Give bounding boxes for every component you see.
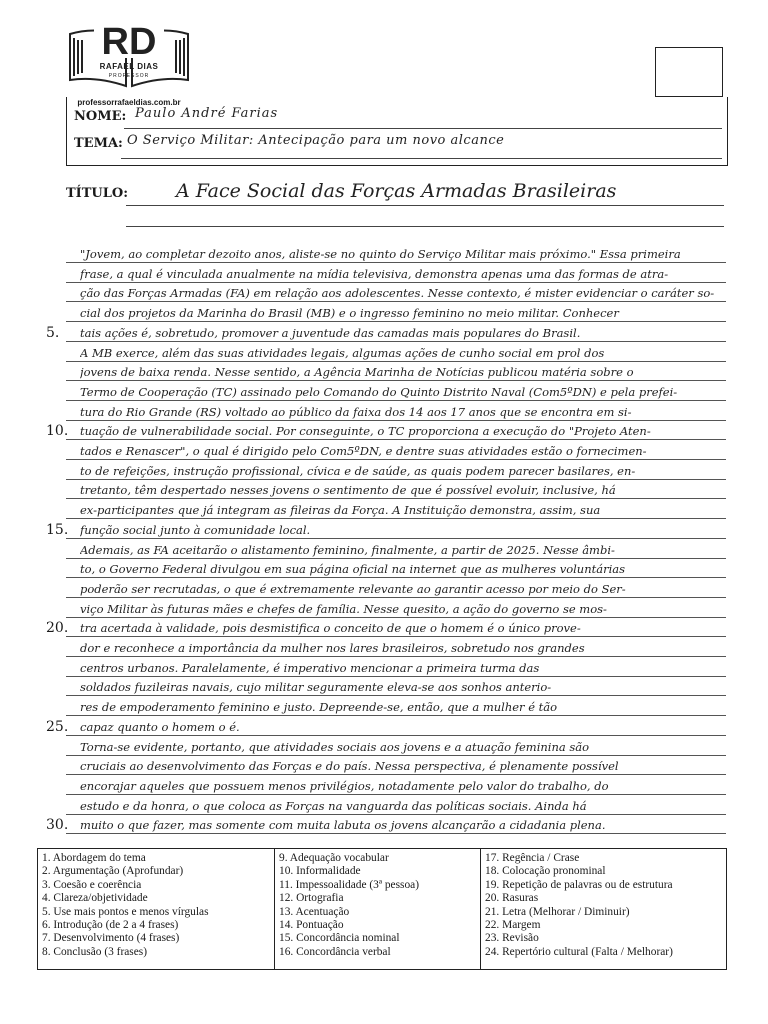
essay-line: cial dos projetos da Marinha do Brasil (MB) e o ingresso feminino no meio militar. Conhecer — [80, 306, 619, 321]
nome-value: Paulo André Farias — [135, 106, 279, 121]
essay-line: Ademais, as FA aceitarão o alistamento feminino, finalmente, a partir de 2025. Nesse âmbi- — [80, 542, 615, 557]
criteria-item: 15. Concordância nominal — [279, 932, 400, 945]
titulo-line — [126, 226, 724, 227]
essay-line: Torna-se evidente, portanto, que atividades sociais aos jovens e a atuação feminina são — [80, 739, 590, 754]
logo-letters: RD — [101, 21, 157, 63]
tema-line — [121, 158, 722, 159]
nome-label: NOME: — [74, 109, 127, 124]
ruled-line — [66, 833, 726, 834]
criteria-item: 22. Margem — [485, 919, 541, 932]
essay-line: soldados fuzileiras navais, cujo militar seguramente eleva-se aos sonhos anterio- — [80, 680, 552, 695]
criteria-item: 4. Clareza/objetividade — [42, 892, 148, 905]
essay-line: muito o que fazer, mas somente com muita labuta os jovens alcançarão a cidadania plena. — [80, 818, 606, 833]
criteria-item: 10. Informalidade — [279, 865, 361, 878]
brand-name: RAFAEL DIAS — [99, 62, 159, 71]
line-number: 15. — [46, 521, 69, 538]
tema-value: O Serviço Militar: Antecipação para um novo alcance — [127, 133, 505, 148]
grade-box — [655, 47, 723, 97]
essay-line: frase, a qual é vinculada anualmente na mídia televisiva, demonstra apenas uma das formas de atra- — [80, 266, 669, 281]
essay-line: centros urbanos. Paralelamente, é imperativo mencionar a primeira turma das — [80, 660, 540, 675]
criteria-item: 13. Acentuação — [279, 905, 350, 918]
essay-line: encorajar aqueles que possuem menos privilégios, notadamente pelo valor do trabalho, do — [80, 778, 609, 793]
criteria-table — [37, 848, 727, 970]
essay-line: to, o Governo Federal divulgou em sua página oficial na internet que as mulheres voluntárias — [80, 562, 626, 577]
essay-line: ção das Forças Armadas (FA) em relação aos adolescentes. Nesse contexto, é mister evidenciar o caráter so- — [80, 286, 715, 301]
essay-line: função social junto à comunidade local. — [80, 522, 311, 537]
criteria-item: 14. Pontuação — [279, 919, 344, 932]
essay-line: tados e Renascer", o qual é dirigido pelo Com5ºDN, e dentre suas atividades estão o fornecimen- — [80, 444, 647, 458]
criteria-item: 17. Regência / Crase — [485, 852, 580, 864]
criteria-item: 6. Introdução (de 2 a 4 frases) — [42, 919, 179, 932]
criteria-item: 3. Coesão e coerência — [42, 878, 142, 891]
brand-logo — [66, 18, 192, 108]
titulo-label: TÍTULO: — [66, 186, 129, 201]
criteria-item: 1. Abordagem do tema — [42, 852, 146, 864]
line-number: 25. — [46, 718, 69, 735]
criteria-item: 23. Revisão — [485, 932, 539, 945]
criteria-item: 24. Repertório cultural (Falta / Melhorar) — [485, 945, 673, 958]
criteria-item: 7. Desenvolvimento (4 frases) — [42, 932, 180, 945]
essay-line: cruciais ao desenvolvimento das Forças e do país. Nessa perspectiva, é plenamente possível — [80, 759, 619, 774]
essay-body — [0, 244, 768, 844]
essay-line: tais ações é, sobretudo, promover a juventude das camadas mais populares do Brasil. — [80, 325, 581, 340]
criteria-column — [480, 849, 726, 969]
criteria-item: 2. Argumentação (Aprofundar) — [42, 865, 184, 878]
book-icon — [66, 18, 192, 98]
criteria-item: 12. Ortografia — [279, 892, 344, 905]
criteria-item: 8. Conclusão (3 frases) — [42, 945, 148, 958]
essay-line: ex-participantes que já integram as fileiras da Força. A Instituição demonstra, assim, sua — [80, 503, 601, 518]
criteria-item: 5. Use mais pontos e menos vírgulas — [42, 905, 209, 918]
essay-line: tura do Rio Grande (RS) voltado ao público da faixa dos 14 aos 17 anos que se encontra em si- — [80, 404, 632, 419]
essay-line: poderão ser recrutadas, o que é extremamente relevante ao garantir acesso por meio do Ser- — [80, 581, 626, 596]
essay-line: res de empoderamento feminino e justo. Depreende-se, então, que a mulher é tão — [80, 700, 558, 715]
essay-line: tretanto, têm despertado nesses jovens o sentimento de que é possível evoluir, inclusive, há — [80, 483, 616, 498]
brand-website: professorrafaeldias.com.br — [77, 98, 181, 107]
line-number: 10. — [46, 423, 69, 440]
essay-line: Termo de Cooperação (TC) assinado pelo Comando do Quinto Distrito Naval (Com5ºDN) e pela prefei- — [80, 384, 678, 399]
criteria-item: 18. Colocação pronominal — [485, 865, 606, 878]
essay-line: capaz quanto o homem o é. — [80, 719, 240, 734]
criteria-item: 16. Concordância verbal — [279, 945, 391, 958]
titulo-value: A Face Social das Forças Armadas Brasileiras — [176, 180, 617, 202]
essay-line: "Jovem, ao completar dezoito anos, aliste-se no quinto do Serviço Militar mais próximo." Essa primeira — [80, 247, 681, 261]
essay-line: tra acertada à validade, pois desmistifica o conceito de que o homem é o único prove- — [80, 621, 581, 636]
essay-line: viço Militar às futuras mães e chefes de família. Nesse quesito, a ação do governo se mos- — [80, 601, 607, 616]
criteria-column — [274, 849, 480, 969]
titulo-line — [126, 205, 724, 206]
essay-line: dor e reconhece a importância da mulher nos lares brasileiros, sobretudo nos grandes — [80, 641, 585, 655]
essay-line: jovens de baixa renda. Nesse sentido, a Agência Marinha de Notícias publicou matéria sobre o — [80, 365, 634, 380]
essay-line: estudo e da honra, o que coloca as Forças na vanguarda das políticas sociais. Ainda há — [80, 798, 587, 813]
brand-role: PROFESSOR — [108, 73, 150, 79]
line-number: 30. — [46, 817, 69, 834]
essay-line: A MB exerce, além das suas atividades legais, algumas ações de cunho social em prol dos — [80, 345, 605, 360]
essay-line: tuação de vulnerabilidade social. Por conseguinte, o TC proporciona a execução do "Projeto Aten- — [80, 424, 651, 439]
criteria-item: 21. Letra (Melhorar / Diminuir) — [485, 905, 630, 918]
criteria-item: 19. Repetição de palavras ou de estrutura — [485, 878, 673, 891]
essay-line: to de refeições, instrução profissional, cívica e de saúde, as quais podem parecer basilares, en- — [80, 463, 636, 478]
criteria-item: 11. Impessoalidade (3ª pessoa) — [279, 878, 420, 891]
criteria-column — [38, 849, 274, 969]
tema-label: TEMA: — [74, 136, 123, 151]
criteria-item: 20. Rasuras — [485, 892, 539, 905]
criteria-item: 9. Adequação vocabular — [279, 852, 389, 864]
line-number: 20. — [46, 620, 69, 637]
line-number: 5. — [46, 324, 60, 341]
nome-line — [124, 128, 722, 129]
